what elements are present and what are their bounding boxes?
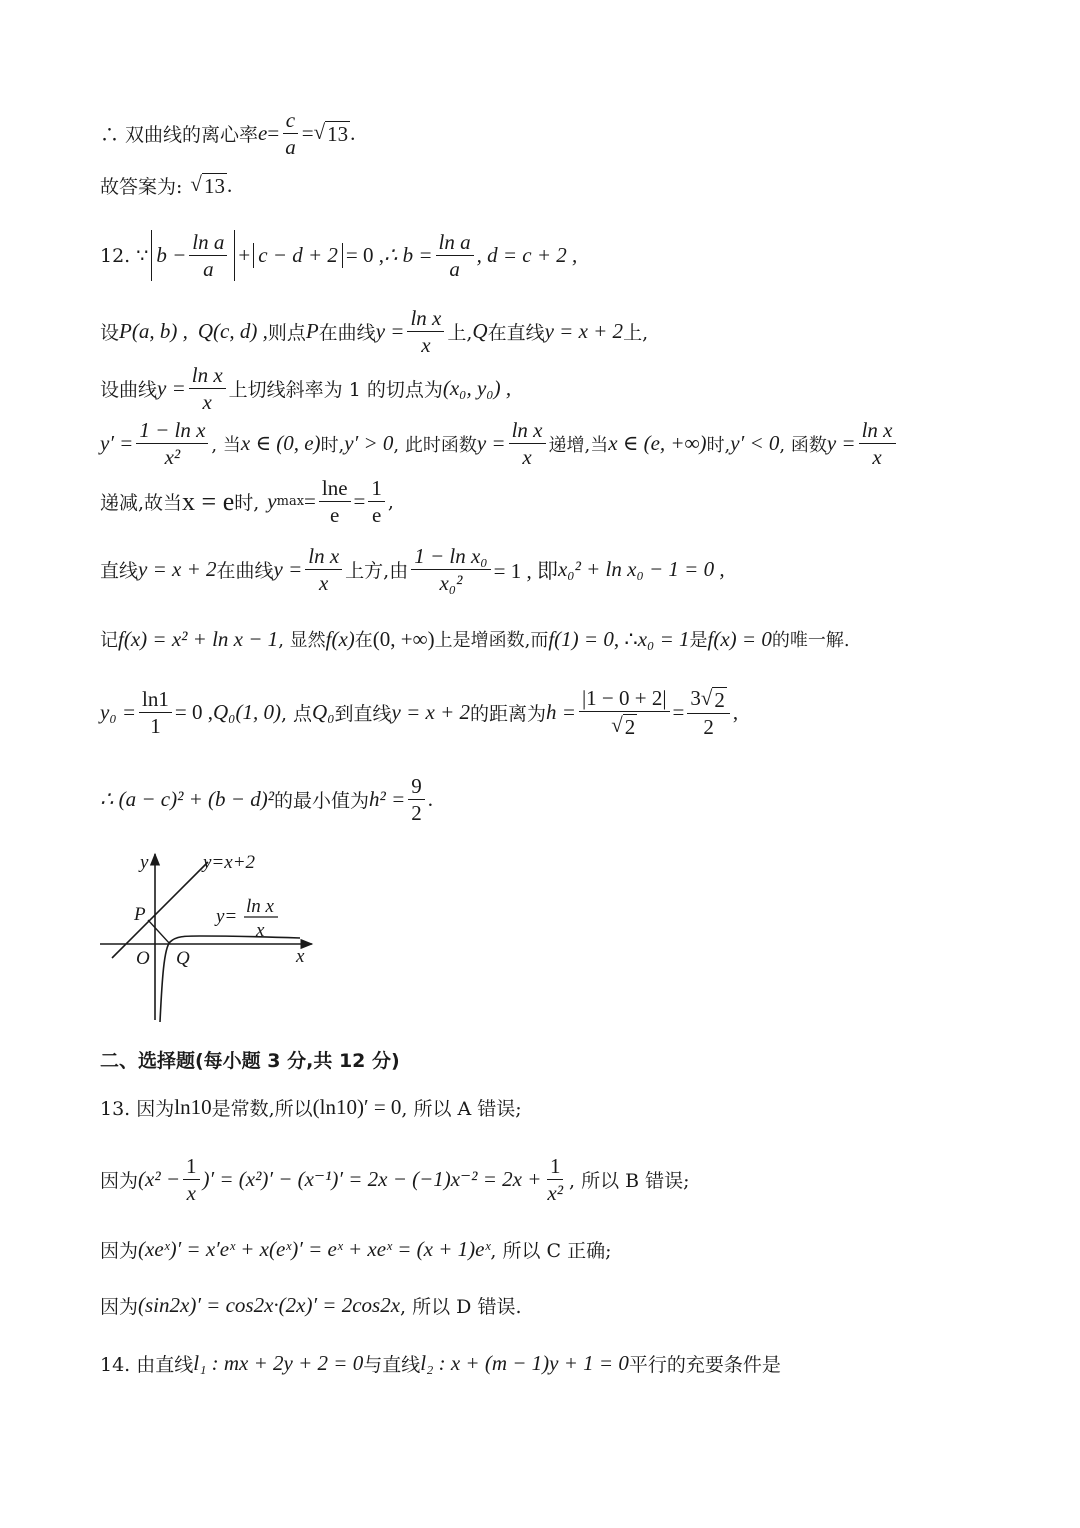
denominator: x (186, 1181, 196, 1206)
answer-line (100, 172, 1020, 199)
denominator: √ 2 (611, 713, 636, 740)
text: , 显然 (278, 630, 326, 651)
text: 上切线斜率为 1 的切点为 (228, 379, 443, 402)
subscript: max (276, 494, 305, 510)
q13-line-2 (100, 1154, 1020, 1205)
y-axis-label: y (140, 852, 149, 873)
math: x = e (182, 486, 235, 516)
math: y = (826, 431, 856, 456)
text: 上, (623, 322, 649, 345)
denominator: e (330, 503, 340, 528)
math: )′ = (x²)′ − (x⁻¹)′ = 2x − (−1)x⁻² = 2x + (202, 1167, 542, 1192)
denominator: a (285, 135, 296, 160)
above-line (100, 544, 1020, 595)
math: y′ = (100, 431, 134, 456)
abs-2: c − d + 2 (253, 243, 343, 268)
point-q-label: Q (176, 948, 190, 969)
q13-line-3 (100, 1236, 1020, 1263)
math: x ∈ (e, +∞) (608, 431, 707, 456)
math: y = x + 2 (138, 557, 217, 582)
math: y′ < 0 (730, 431, 780, 456)
math: y′ > 0 (344, 431, 394, 456)
eccentricity-line (100, 108, 1020, 159)
fraction (544, 1154, 566, 1205)
denominator: x₀² (439, 571, 463, 596)
denominator: 2 (411, 801, 422, 826)
question-number: 12. ∵ (100, 244, 149, 267)
math: y₀ = (100, 700, 137, 725)
numerator: 9 (408, 774, 425, 800)
text: 在曲线 (216, 560, 274, 583)
text: 时, (320, 434, 345, 456)
text: 上, (447, 322, 473, 345)
derivative-line (100, 418, 1020, 469)
math: Q₀(1, 0) (212, 700, 281, 725)
math: y = x + 2 (544, 319, 624, 344)
fraction (408, 774, 425, 825)
math: Q₀ (312, 700, 335, 725)
coef: 3 (690, 686, 701, 710)
section-title: 二、选择题(每小题 3 分,共 12 分) (100, 1050, 400, 1072)
abs-1 (151, 230, 235, 281)
text: , 此时函数 (393, 434, 477, 456)
function-line (100, 626, 1020, 652)
numerator: 1 (547, 1154, 564, 1180)
origin-label: O (136, 948, 150, 969)
math: l₁ : mx + 2y + 2 = 0 (193, 1351, 364, 1375)
q14-line (100, 1350, 1020, 1377)
text: 递增,当 (548, 434, 609, 456)
math: (xeˣ)′ = x′eˣ + x(eˣ)′ = eˣ + xeˣ = (x + 1)eˣ (138, 1237, 491, 1261)
numerator: ln x (189, 363, 226, 389)
sqrt: √ 13 (190, 172, 225, 198)
numerator: ln a (436, 230, 474, 256)
fraction (183, 1154, 200, 1205)
fraction (436, 230, 474, 281)
fraction (859, 418, 896, 469)
radicand: 13 (203, 174, 225, 198)
curve-label-y: y= (216, 906, 238, 927)
numerator: lne (319, 476, 351, 502)
text: 在 (354, 630, 373, 651)
math: , ∴ (613, 626, 638, 651)
text: , 当 (211, 434, 241, 456)
fraction (305, 544, 342, 595)
text: 递减,故当 (100, 492, 183, 515)
numerator: ln x (859, 418, 896, 444)
text: , (387, 490, 394, 513)
math: Q(c, d) , (197, 319, 268, 344)
text: 是 (689, 630, 708, 651)
fraction (319, 476, 351, 527)
x-axis-label: x (296, 946, 305, 967)
math: Q (472, 319, 488, 344)
fraction (687, 686, 730, 739)
text: , 函数 (779, 434, 827, 456)
text: , 点 (280, 703, 313, 726)
fraction (282, 108, 299, 159)
text: 在曲线 (318, 322, 376, 345)
math: y = (157, 376, 186, 401)
math: , d = c + 2 , (476, 243, 578, 268)
q13-line-1 (100, 1094, 1020, 1121)
math: y = (273, 557, 303, 582)
curve-label-den: x (256, 920, 265, 941)
math-end: . (350, 121, 356, 146)
fraction (411, 544, 490, 595)
math: (ln10)′ = 0 (312, 1095, 402, 1119)
math-end: . (226, 173, 233, 197)
math: + (238, 243, 251, 268)
fraction (189, 230, 227, 281)
numerator: 1 − ln x (136, 418, 208, 444)
numerator: c (283, 108, 298, 134)
fraction (579, 686, 670, 739)
min-line (100, 774, 1020, 825)
math: P(a, b) , (119, 319, 188, 344)
math: = (304, 489, 316, 514)
math: = 0 , (174, 700, 213, 725)
fraction (189, 363, 226, 414)
text: 设曲线 (100, 379, 158, 402)
math-eq: = (267, 121, 280, 146)
segment-pq (148, 920, 170, 944)
math: , (732, 700, 739, 725)
function-graph (90, 840, 330, 1030)
text: 与直线 (363, 1354, 421, 1376)
text: 因为 (100, 1240, 139, 1262)
radicand: 2 (624, 715, 636, 740)
denominator: 2 (703, 715, 714, 740)
text: , 所以 A 错误; (401, 1098, 522, 1120)
text: , 所以 D 错误. (400, 1296, 522, 1318)
math: P (305, 319, 319, 344)
radicand: 2 (714, 688, 725, 712)
math: y (267, 489, 277, 514)
math: l₂ : x + (m − 1)y + 1 = 0 (420, 1351, 629, 1375)
text: 因为 (100, 1170, 139, 1193)
math: (x² − (138, 1167, 181, 1192)
numerator: 1 − ln x₀ (411, 544, 490, 570)
math: = 0 , (345, 243, 384, 268)
text: 是常数,所以 (211, 1098, 313, 1120)
text: 记 (100, 630, 118, 651)
numerator: 1 (368, 476, 385, 502)
math: (x₀, y₀) , (442, 376, 512, 401)
max-line (100, 476, 1020, 527)
math: ∴ b = (383, 243, 433, 268)
math: = (353, 489, 366, 514)
fraction (136, 418, 208, 469)
text: 到直线 (334, 703, 392, 726)
text: 14. 由直线 (100, 1354, 194, 1376)
curve-label-num: ln x (246, 896, 274, 917)
numerator: |1 − 0 + 2| (579, 686, 670, 712)
fraction (407, 306, 444, 357)
math: f(x) (325, 626, 355, 651)
denominator: x (522, 445, 532, 470)
denominator: x (872, 445, 882, 470)
q13-line-4 (100, 1292, 1020, 1319)
q12-line (100, 230, 1020, 281)
numerator: ln a (189, 230, 227, 256)
text: 13. 因为 (100, 1098, 175, 1120)
fraction (509, 418, 546, 469)
numerator: ln1 (139, 687, 172, 713)
math: ln10 (174, 1095, 212, 1119)
math: f(1) = 0 (548, 626, 614, 651)
distance-line (100, 686, 1020, 739)
text: , 所以 C 正确; (490, 1240, 612, 1262)
line-label: y=x+2 (203, 852, 256, 873)
numerator: 1 (183, 1154, 200, 1180)
denominator: x² (547, 1181, 564, 1206)
point-p-label: P (134, 904, 146, 925)
text: 的最小值为 (274, 790, 370, 813)
math: h = (546, 700, 576, 725)
denominator: x (319, 571, 329, 596)
numerator: ln x (305, 544, 342, 570)
text: 在直线 (487, 322, 545, 345)
denominator: x (421, 333, 431, 358)
text: 时, (234, 492, 260, 515)
math: y = (476, 431, 506, 456)
text: 上方,由 (345, 560, 409, 583)
math: y = (375, 319, 405, 344)
math-eq: = (301, 121, 314, 146)
math: (sin2x)′ = cos2x·(2x)′ = 2cos2x (138, 1293, 401, 1317)
text: 平行的充要条件是 (628, 1354, 781, 1376)
math: ∴ (a − c)² + (b − d)² (100, 787, 275, 812)
denominator: a (203, 257, 214, 282)
radicand: 13 (327, 122, 349, 147)
text: 则点 (267, 322, 306, 345)
math: = 1 , 即 (493, 558, 558, 583)
setup-line (100, 306, 1020, 357)
text: 时, (706, 434, 731, 456)
math: b − (156, 243, 187, 268)
text: 因为 (100, 1296, 139, 1318)
text: , 所以 B 错误; (569, 1170, 690, 1193)
fraction (139, 687, 172, 738)
text: ∴ 双曲线的离心率 (100, 124, 259, 147)
numerator: ln x (407, 306, 444, 332)
math: y = x + 2 (391, 700, 470, 725)
math: x₀² + ln x₀ − 1 = 0 , (557, 557, 725, 582)
math: x₀ = 1 (637, 626, 690, 651)
text: 设 (100, 322, 120, 345)
text: 的唯一解. (771, 630, 850, 651)
math: f(x) = 0 (707, 626, 772, 651)
denominator: x (202, 390, 212, 415)
math-var: e (258, 121, 268, 146)
math: (0, +∞) (372, 626, 435, 651)
sqrt: √ 13 (313, 120, 349, 147)
math: = (672, 700, 685, 725)
tangent-line (100, 363, 1020, 414)
math: . (427, 787, 433, 812)
text: 直线 (100, 560, 139, 583)
denominator: 1 (150, 714, 161, 739)
math: x ∈ (0, e) (240, 431, 321, 456)
denominator: x² (164, 445, 181, 470)
text: 上是增函数,而 (434, 630, 549, 651)
numerator: 3√ 2 (687, 686, 730, 714)
text: 的距离为 (470, 703, 547, 726)
denominator: e (371, 503, 382, 528)
math: f(x) = x² + ln x − 1 (118, 626, 279, 651)
text: 故答案为: (100, 176, 183, 198)
numerator: ln x (509, 418, 546, 444)
section-heading (100, 1046, 1020, 1073)
fraction (368, 476, 385, 527)
denominator: a (449, 257, 460, 282)
math: h² = (369, 787, 406, 812)
